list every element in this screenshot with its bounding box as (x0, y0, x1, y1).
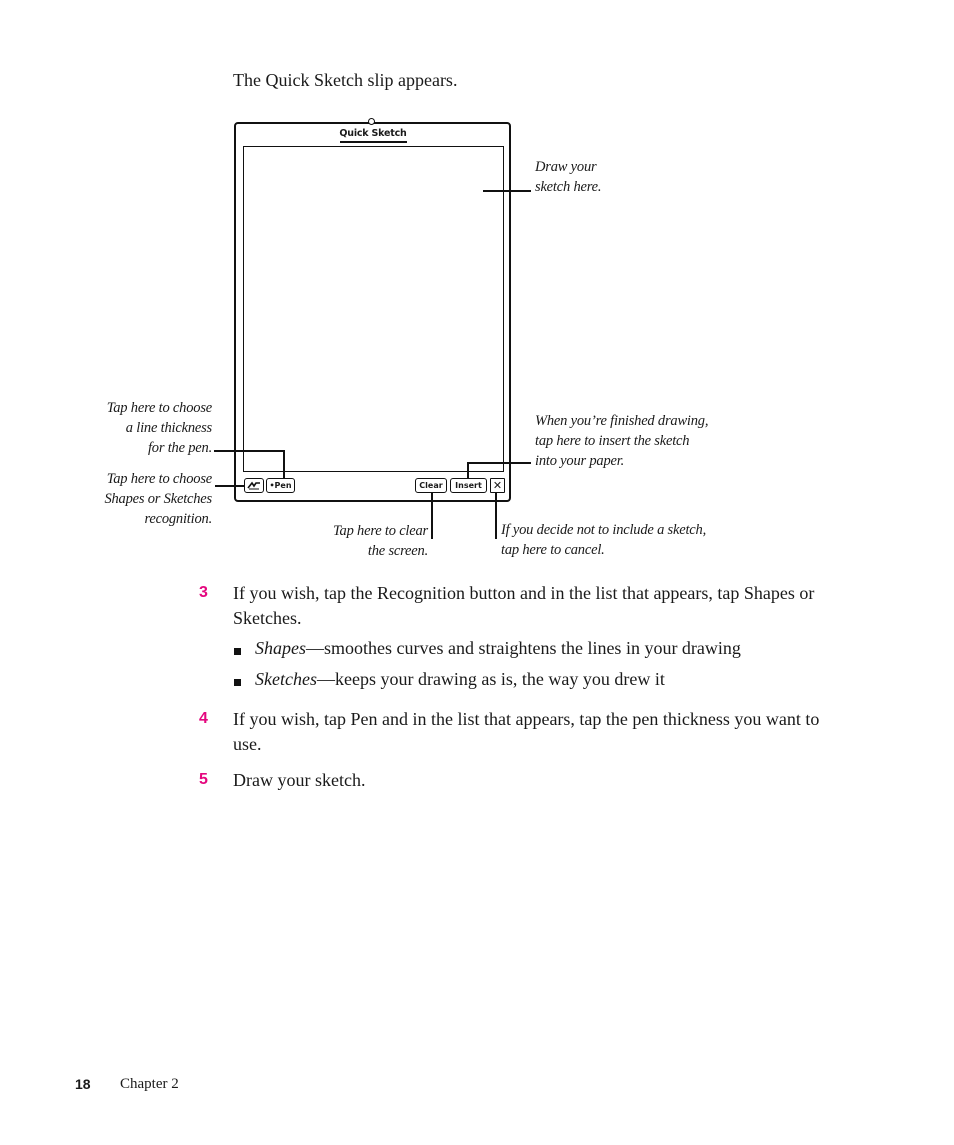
bullet-term: Sketches (255, 669, 317, 689)
callout-recognition: Tap here to choose Shapes or Sketches recognition. (104, 471, 212, 527)
callout-insert: When you’re finished drawing, tap here to insert the sketch into your paper. (535, 413, 709, 469)
leader-line-insert-h (467, 462, 531, 464)
step-number: 4 (199, 710, 208, 727)
intro-text: The Quick Sketch slip appears. (233, 70, 458, 90)
insert-button[interactable]: Insert (450, 478, 487, 493)
close-button[interactable] (490, 478, 505, 493)
leader-line-insert-v (467, 462, 469, 478)
step-number: 3 (199, 584, 208, 601)
recognition-button[interactable] (244, 478, 264, 493)
clear-button[interactable]: Clear (415, 478, 447, 493)
close-icon: ✕ (492, 479, 503, 492)
callout-cancel: If you decide not to include a sketch, tap here to cancel. (501, 522, 706, 558)
leader-line-pen-h (214, 450, 284, 452)
list-item (255, 669, 665, 690)
list-item (255, 638, 741, 659)
bullet-icon (234, 679, 241, 686)
slip-title: Quick Sketch (339, 128, 407, 139)
recognition-toggle-icon (247, 481, 261, 490)
leader-line-cancel (495, 493, 497, 539)
chapter-label: Chapter 2 (120, 1076, 179, 1092)
sketch-canvas[interactable] (243, 146, 504, 472)
page-number: 18 (75, 1076, 91, 1092)
callout-clear: Tap here to clear the screen. (332, 523, 428, 559)
step-text: If you wish, tap Pen and in the list that appears, tap the pen thickness you want to use. (233, 709, 820, 754)
leader-line-recognition (215, 485, 245, 487)
callout-line-thickness: Tap here to choose a line thickness for the pen. (106, 400, 212, 456)
leader-line-clear (431, 493, 433, 539)
callout-draw-here: Draw your sketch here. (535, 159, 602, 195)
bullet-description: —keeps your drawing as is, the way you drew it (316, 669, 665, 689)
leader-line-draw (483, 190, 531, 192)
slip-title-underline (340, 141, 407, 143)
step-text: Draw your sketch. (233, 770, 366, 790)
step-number: 5 (199, 771, 208, 788)
slip-handle-icon (368, 118, 375, 125)
leader-line-pen-v (283, 450, 285, 478)
step-text: If you wish, tap the Recognition button and in the list that appears, tap Shapes or Sketches. (233, 583, 815, 628)
bullet-icon (234, 648, 241, 655)
bullet-description: —smoothes curves and straightens the lines in your drawing (306, 638, 741, 658)
bullet-term: Shapes (255, 638, 306, 658)
pen-button[interactable]: •Pen (266, 478, 295, 493)
